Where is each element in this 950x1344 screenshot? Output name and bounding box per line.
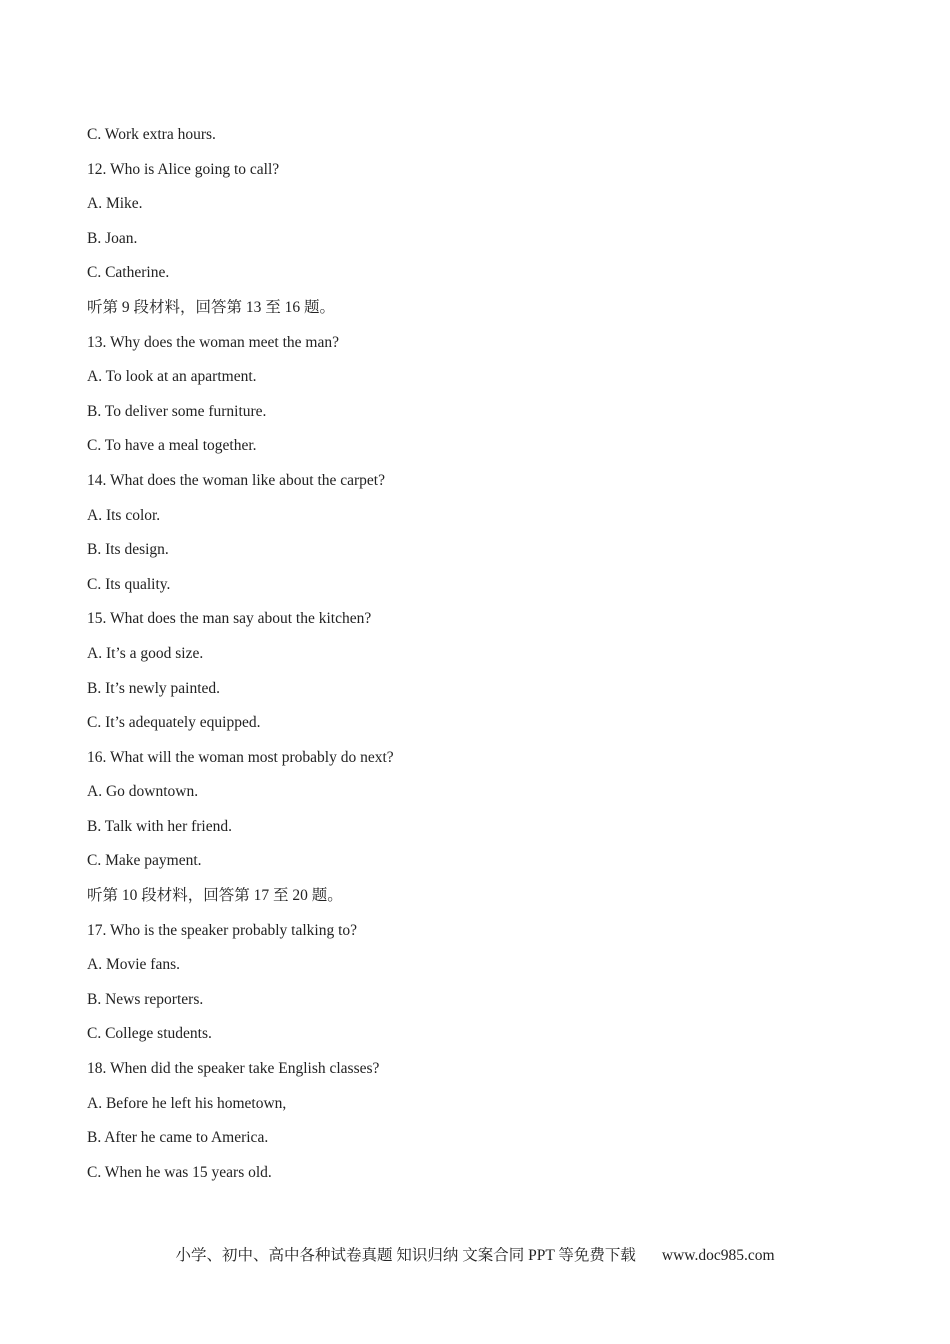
document-body — [87, 122, 867, 1194]
option-line: A. Movie fans. — [87, 956, 180, 974]
option-line: B. News reporters. — [87, 990, 204, 1008]
option-line: C. College students. — [87, 1025, 212, 1043]
option-line: B. To deliver some furniture. — [87, 402, 267, 420]
option-line: A. Go downtown. — [87, 783, 199, 801]
option-line: A. Before he left his hometown, — [87, 1094, 287, 1112]
question-line: 15. What does the man say about the kitchen? — [87, 610, 372, 628]
option-line: C. Its quality. — [87, 575, 171, 593]
option-line: C. It’s adequately equipped. — [87, 714, 261, 732]
option-line: C. Make payment. — [87, 852, 202, 870]
section-instruction: 听第 10 段材料，回答第 17 至 20 题。 — [87, 887, 343, 905]
option-line: B. It’s newly painted. — [87, 679, 221, 697]
option-line: C. When he was 15 years old. — [87, 1163, 272, 1181]
option-line: B. Its design. — [87, 541, 169, 559]
footer-text: 小学、初中、高中各种试卷真题 知识归纳 文案合同 PPT 等免费下载 — [175, 1247, 636, 1264]
option-line: A. To look at an apartment. — [87, 368, 257, 386]
option-line: A. Its color. — [87, 506, 161, 524]
option-line: A. It’s a good size. — [87, 644, 204, 662]
question-line: 12. Who is Alice going to call? — [87, 160, 280, 178]
footer-url[interactable]: www.doc985.com — [661, 1247, 775, 1264]
section-instruction: 听第 9 段材料，回答第 13 至 16 题。 — [87, 298, 336, 316]
option-line: B. Joan. — [87, 229, 138, 247]
page-footer — [0, 1243, 950, 1265]
option-line: A. Mike. — [87, 195, 143, 213]
option-line: B. Talk with her friend. — [87, 817, 232, 835]
option-line: C. Work extra hours. — [87, 126, 216, 143]
question-line: 18. When did the speaker take English classes? — [87, 1060, 380, 1078]
option-line: B. After he came to America. — [87, 1129, 269, 1147]
option-line: C. Catherine. — [87, 264, 170, 282]
question-line: 16. What will the woman most probably do next? — [87, 748, 394, 766]
question-line: 17. Who is the speaker probably talking to? — [87, 921, 358, 939]
question-line: 14. What does the woman like about the carpet? — [87, 471, 385, 489]
question-line: 13. Why does the woman meet the man? — [87, 333, 339, 351]
option-line: C. To have a meal together. — [87, 437, 257, 455]
